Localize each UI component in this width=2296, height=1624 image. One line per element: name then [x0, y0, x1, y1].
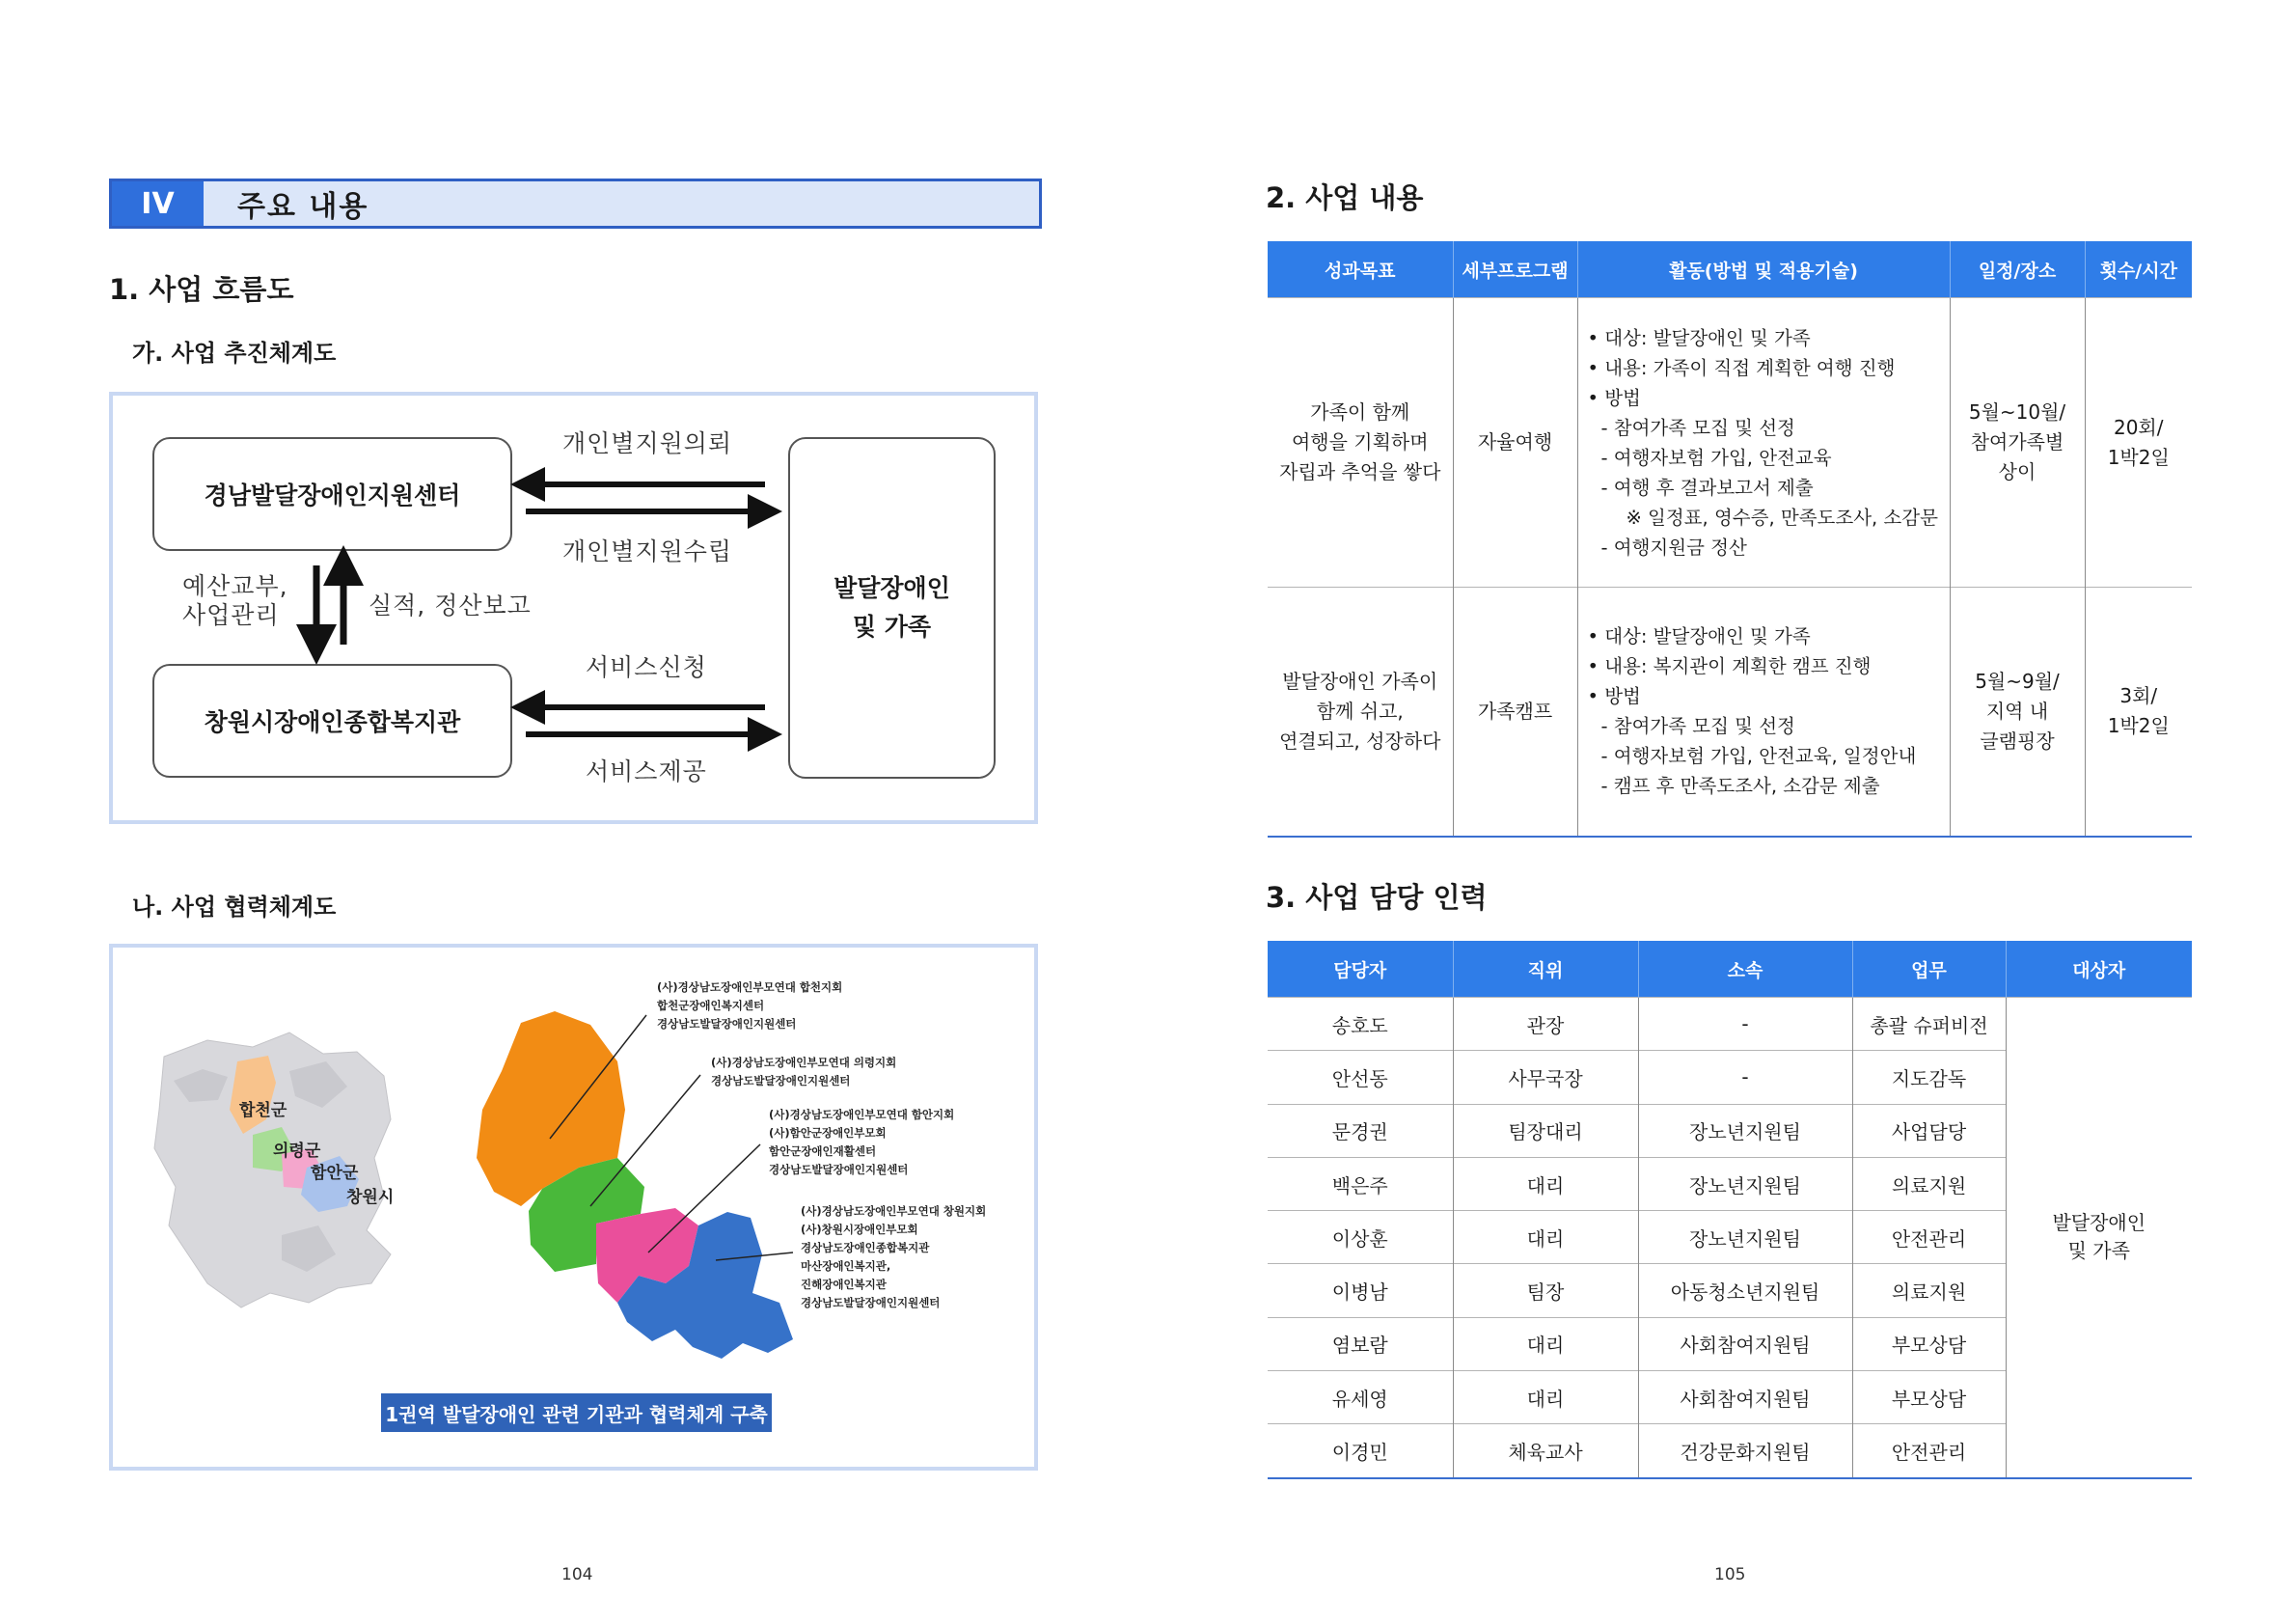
org-group-hapcheon: (사)경상남도장애인부모연대 합천지회 합천군장애인복지센터 경상남도발달장애인지원센터	[657, 980, 843, 1031]
staff-position: 사무국장	[1453, 1051, 1638, 1104]
page-number-right: 105	[1714, 1565, 1746, 1584]
staff-name: 이경민	[1268, 1424, 1453, 1478]
staff-duty: 안전관리	[1852, 1424, 2006, 1478]
staff-position: 팀장	[1453, 1264, 1638, 1317]
header-program: 세부프로그램	[1453, 241, 1577, 298]
goal-cell: 발달장애인 가족이 함께 쉬고, 연결되고, 성장하다	[1268, 588, 1453, 837]
label-budget: 예산교부, 사업관리	[182, 572, 288, 629]
staff-position: 팀장대리	[1453, 1104, 1638, 1157]
staff-duty: 의료지원	[1852, 1157, 2006, 1210]
staff-target: 발달장애인 및 가족	[2006, 998, 2192, 1478]
staff-team: 사회참여지원팀	[1638, 1371, 1852, 1424]
program-cell: 자율여행	[1453, 298, 1577, 588]
staff-team: -	[1638, 998, 1852, 1051]
staff-duty: 부모상담	[1852, 1371, 2006, 1424]
staff-table	[1268, 941, 2192, 1479]
sub-a-title: 가. 사업 추진체계도	[132, 340, 337, 367]
label-report: 실적, 정산보고	[369, 592, 532, 619]
node-welfare: 창원시장애인종합복지관	[152, 664, 512, 778]
goal-cell: 가족이 함께 여행을 기획하며 자립과 추억을 쌓다	[1268, 298, 1453, 588]
header-target: 대상자	[2006, 941, 2192, 998]
org-group-haman: (사)경상남도장애인부모연대 함안지회 (사)함안군장애인부모회 함안군장애인재활센터 경상남도발달장애인지원센터	[769, 1108, 955, 1176]
program-table-header	[1268, 241, 2192, 298]
staff-name: 염보람	[1268, 1317, 1453, 1370]
staff-position: 대리	[1453, 1211, 1638, 1264]
staff-name: 유세영	[1268, 1371, 1453, 1424]
map-label-changwon: 창원시	[346, 1188, 395, 1207]
header-goal: 성과목표	[1268, 241, 1453, 298]
node-center: 경남발달장애인지원센터	[152, 437, 512, 551]
table-row	[1268, 998, 2192, 1051]
staff-team: -	[1638, 1051, 1852, 1104]
staff-name: 문경권	[1268, 1104, 1453, 1157]
staff-duty: 총괄 슈퍼비전	[1852, 998, 2006, 1051]
activity-cell: • 대상: 발달장애인 및 가족 • 내용: 복지관이 계획한 캠프 진행 • 방법 - 참여가족 모집 및 선정 - 여행자보험 가입, 안전교육, 일정안내 - 캠프 후 만족도조사, 소감문 제출	[1577, 588, 1950, 837]
staff-team: 아동청소년지원팀	[1638, 1264, 1852, 1317]
table-row	[1268, 588, 2192, 837]
staff-team: 장노년지원팀	[1638, 1104, 1852, 1157]
map-label-uiryeong: 의령군	[273, 1142, 321, 1161]
staff-duty: 부모상담	[1852, 1317, 2006, 1370]
staff-position: 체육교사	[1453, 1424, 1638, 1478]
staff-team: 사회참여지원팀	[1638, 1317, 1852, 1370]
label-plan: 개인별지원수립	[562, 537, 733, 565]
sub-b-title: 나. 사업 협력체계도	[132, 894, 337, 921]
header-count: 횟수/시간	[2085, 241, 2192, 298]
staff-name: 송호도	[1268, 998, 1453, 1051]
chapter-title: 주요 내용	[237, 190, 369, 224]
staff-team: 건강문화지원팀	[1638, 1424, 1852, 1478]
section-2-title: 2. 사업 내용	[1266, 181, 1424, 214]
chapter-number: IV	[112, 181, 204, 226]
program-cell: 가족캠프	[1453, 588, 1577, 837]
map-label-hapcheon: 합천군	[239, 1101, 287, 1120]
staff-name: 백은주	[1268, 1157, 1453, 1210]
org-group-uiryeong: (사)경상남도장애인부모연대 의령지회 경상남도발달장애인지원센터	[711, 1056, 897, 1087]
page-number-left: 104	[561, 1565, 593, 1584]
staff-position: 대리	[1453, 1317, 1638, 1370]
staff-position: 관장	[1453, 998, 1638, 1051]
staff-table-header	[1268, 941, 2192, 998]
staff-duty: 지도감독	[1852, 1051, 2006, 1104]
staff-name: 안선동	[1268, 1051, 1453, 1104]
label-provide: 서비스제공	[586, 757, 707, 785]
table-row	[1268, 298, 2192, 588]
section-1-title: 1. 사업 흐름도	[109, 273, 294, 306]
count-cell: 20회/ 1박2일	[2085, 298, 2192, 588]
count-cell: 3회/ 1박2일	[2085, 588, 2192, 837]
label-request: 개인별지원의뢰	[562, 429, 733, 457]
staff-position: 대리	[1453, 1371, 1638, 1424]
header-schedule: 일정/장소	[1950, 241, 2085, 298]
map-label-haman: 함안군	[311, 1164, 359, 1183]
staff-duty: 사업담당	[1852, 1104, 2006, 1157]
staff-duty: 의료지원	[1852, 1264, 2006, 1317]
staff-name: 이병남	[1268, 1264, 1453, 1317]
org-group-changwon: (사)경상남도장애인부모연대 창원지회 (사)창원시장애인부모회 경상남도장애인종합복지관 마산장애인복지관, 진해장애인복지관 경상남도발달장애인지원센터	[801, 1204, 987, 1309]
staff-duty: 안전관리	[1852, 1211, 2006, 1264]
header-name: 담당자	[1268, 941, 1453, 998]
activity-cell: • 대상: 발달장애인 및 가족 • 내용: 가족이 직접 계획한 여행 진행 • 방법 - 참여가족 모집 및 선정 - 여행자보험 가입, 안전교육 - 여행 후 결과보고서 제출 ※ 일정표, 영수증, 만족도조사, 소감문 - 여행지원금 정산	[1577, 298, 1950, 588]
staff-name: 이상훈	[1268, 1211, 1453, 1264]
header-activity: 활동(방법 및 적용기술)	[1577, 241, 1950, 298]
schedule-cell: 5월~10월/ 참여가족별 상이	[1950, 298, 2085, 588]
header-position: 직위	[1453, 941, 1638, 998]
schedule-cell: 5월~9월/ 지역 내 글램핑장	[1950, 588, 2085, 837]
staff-position: 대리	[1453, 1157, 1638, 1210]
header-duty: 업무	[1852, 941, 2006, 998]
staff-team: 장노년지원팀	[1638, 1157, 1852, 1210]
section-3-title: 3. 사업 담당 인력	[1266, 881, 1488, 914]
node-target: 발달장애인 및 가족	[788, 437, 996, 779]
program-table	[1268, 241, 2192, 838]
header-team: 소속	[1638, 941, 1852, 998]
map-caption: 1권역 발달장애인 관련 기관과 협력체계 구축	[381, 1393, 772, 1432]
label-apply: 서비스신청	[586, 653, 707, 681]
staff-team: 장노년지원팀	[1638, 1211, 1852, 1264]
